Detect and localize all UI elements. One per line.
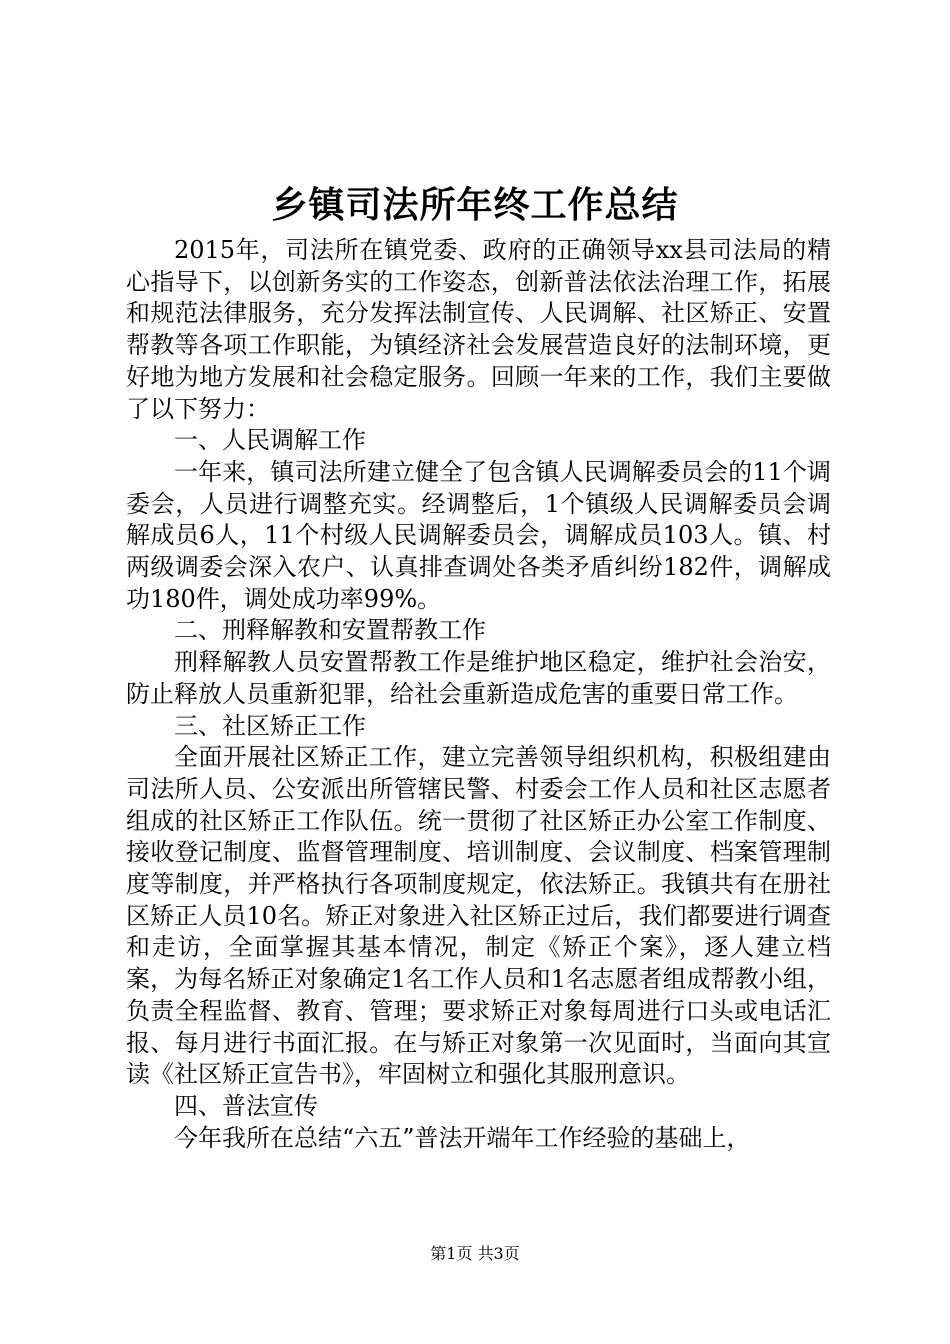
document-body xyxy=(126,235,831,1154)
section-heading-community-correction: 三、社区矫正工作 xyxy=(174,711,366,740)
section-text-mediation: 一年来，镇司法所建立健全了包含镇人民调解委员会的11个调委会，人员进行调整充实。经调整后，1个镇级人民调解委员会调解成员6人，11个村级人民调解委员会，调解成员103人。镇、村两级调委会深入农户、认真排查调处各类矛盾纠纷182件，调解成功180件，调处成功率99%。 xyxy=(126,457,831,613)
section-heading-resettlement: 二、刑释解教和安置帮教工作 xyxy=(174,616,486,645)
section-heading-mediation: 一、人民调解工作 xyxy=(174,426,366,455)
section-heading-legal-publicity: 四、普法宣传 xyxy=(174,1091,318,1120)
intro-paragraph: 2015年，司法所在镇党委、政府的正确领导xx县司法局的精心指导下，以创新务实的工作姿态，创新普法依法治理工作，拓展和规范法律服务，充分发挥法制宣传、人民调解、社区矫正、安置帮教等各项工作职能，为镇经济社会发展营造良好的法制环境，更好地为地方发展和社会稳定服务。回顾一年来的工作，我们主要做了以下努力： xyxy=(126,236,831,423)
section-text-resettlement: 刑释解教人员安置帮教工作是维护地区稳定，维护社会治安，防止释放人员重新犯罪，给社会重新造成危害的重要日常工作。 xyxy=(126,648,831,708)
section-text-legal-publicity: 今年我所在总结“六五”普法开端年工作经验的基础上， xyxy=(174,1123,751,1152)
document-title: 乡镇司法所年终工作总结 xyxy=(271,185,679,226)
page-footer: 第1页 共3页 xyxy=(430,1244,520,1263)
section-text-community-correction: 全面开展社区矫正工作，建立完善领导组织机构，积极组建由司法所人员、公安派出所管辖民警、村委会工作人员和社区志愿者组成的社区矫正工作队伍。统一贯彻了社区矫正办公室工作制度、接收登记制度、监督管理制度、培训制度、会议制度、档案管理制度等制度，并严格执行各项制度规定，依法矫正。我镇共有在册社区矫正人员10名。矫正对象进入社区矫正过后，我们都要进行调查和走访，全面掌握其基本情况，制定《矫正个案》，逐人建立档案，为每名矫正对象确定1名工作人员和1名志愿者组成帮教小组，负责全程监督、教育、管理；要求矫正对象每周进行口头或电话汇报、每月进行书面汇报。在与矫正对象第一次见面时，当面向其宣读《社区矫正宣告书》，牢固树立和强化其服刑意识。 xyxy=(126,743,831,1089)
